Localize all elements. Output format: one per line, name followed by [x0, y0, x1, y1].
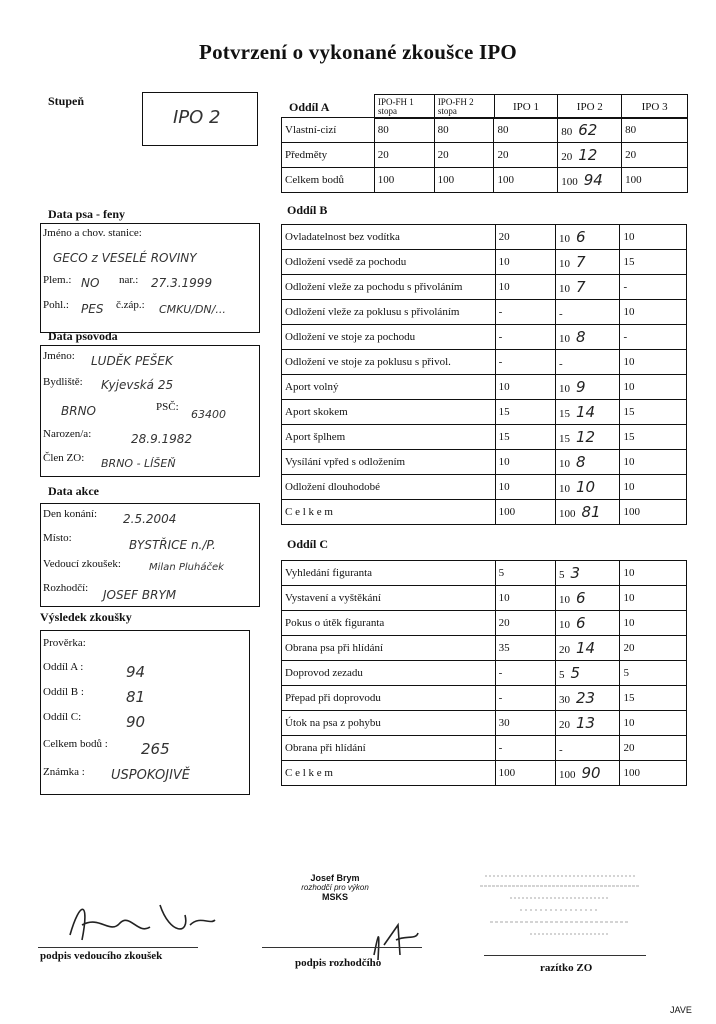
- cell-ipo3: 15: [620, 686, 687, 711]
- cell-ipo3: 20: [622, 143, 688, 168]
- cell-fh1: 80: [374, 118, 434, 143]
- row-label: Obrana při hlídání: [282, 736, 496, 761]
- row-label: Odložení ve stoje za pochodu: [282, 325, 496, 350]
- cell-ipo3: 10: [620, 450, 687, 475]
- table-row: [282, 118, 688, 143]
- data-psovoda-heading: Data psovoda: [48, 329, 118, 343]
- birthdate-label: Narozen/a:: [43, 428, 92, 440]
- cell-ipo3: 10: [620, 350, 687, 375]
- cell-ipo2: 15 12: [556, 425, 620, 450]
- score-handwritten: 14: [576, 639, 596, 657]
- cell-ipo2: 100 94: [558, 168, 622, 193]
- cell-ipo1: -: [495, 350, 555, 375]
- table-row: [282, 736, 687, 761]
- cell-ipo3: 20: [620, 636, 687, 661]
- cell-ipo1: -: [495, 300, 555, 325]
- stamp-line: [484, 955, 646, 956]
- oddil-a-result-label: Oddíl A :: [43, 661, 84, 673]
- row-label: Pokus o útěk figuranta: [282, 611, 496, 636]
- data-psovoda-box: [40, 345, 260, 477]
- cell-ipo2: 10 10: [556, 475, 620, 500]
- score-handwritten: 8: [576, 328, 586, 346]
- table-row: [282, 250, 687, 275]
- score-handwritten: 81: [581, 503, 601, 521]
- table-row: [282, 300, 687, 325]
- data-akce-box: [40, 503, 260, 607]
- score-handwritten: 6: [576, 228, 586, 246]
- row-label: Vlastní-cizí: [282, 118, 375, 143]
- cell-ipo1: 20: [494, 143, 558, 168]
- score-handwritten: 10: [576, 478, 596, 496]
- cell-ipo2: 10 7: [556, 275, 620, 300]
- footer-code: JAVE: [670, 1005, 692, 1015]
- cell-ipo3: 15: [620, 250, 687, 275]
- oddil-b-table: [281, 224, 687, 525]
- cell-ipo1: 5: [495, 561, 555, 586]
- table-row: [282, 636, 687, 661]
- stupen-box: [142, 92, 258, 146]
- judge-signature-label: podpis rozhodčího: [295, 957, 382, 969]
- leader-signature-line: [38, 947, 198, 948]
- oddil-a-result-value: 94: [126, 663, 146, 681]
- table-row: [282, 168, 688, 193]
- breed-value: NO: [81, 276, 100, 290]
- cell-ipo1: 10: [495, 586, 555, 611]
- dog-name-value: GECO z VESELÉ ROVINY: [53, 251, 197, 265]
- oddil-a-heading: Oddíl A: [289, 100, 330, 114]
- cell-ipo3: 15: [620, 425, 687, 450]
- cell-ipo1: 10: [495, 475, 555, 500]
- data-akce-heading: Data akce: [48, 484, 99, 498]
- row-label: Přepad při doprovodu: [282, 686, 496, 711]
- breed-label: Plem.:: [43, 274, 72, 286]
- cell-ipo1: 10: [495, 275, 555, 300]
- cell-ipo3: 100: [620, 761, 687, 786]
- grade-value: USPOKOJIVĚ: [111, 768, 191, 783]
- born-label: nar.:: [119, 274, 139, 286]
- col-fh2: IPO-FH 2 stopa: [434, 95, 494, 119]
- place-label: Místo:: [43, 532, 72, 544]
- cell-ipo2: -: [556, 736, 620, 761]
- table-row: [282, 686, 687, 711]
- score-handwritten: 12: [576, 428, 596, 446]
- table-row: [282, 586, 687, 611]
- score-handwritten: 62: [578, 121, 598, 139]
- row-label: Aport šplhem: [282, 425, 496, 450]
- score-handwritten: 90: [581, 764, 601, 782]
- row-label: C e l k e m: [282, 500, 496, 525]
- vysledek-heading: Výsledek zkoušky: [40, 610, 132, 624]
- club-stamp: [470, 868, 650, 948]
- oddil-b-heading: Oddíl B: [287, 203, 328, 217]
- table-row: [282, 561, 687, 586]
- leader-value: Milan Pluháček: [149, 562, 224, 573]
- cell-fh1: 100: [374, 168, 434, 193]
- cell-ipo3: 10: [620, 561, 687, 586]
- score-handwritten: 9: [576, 378, 586, 396]
- cell-ipo2: 5 5: [556, 661, 620, 686]
- reg-label: č.záp.:: [116, 299, 145, 311]
- cell-ipo2: 10 6: [556, 611, 620, 636]
- cell-fh2: 20: [434, 143, 494, 168]
- cell-ipo1: 80: [494, 118, 558, 143]
- row-label: Vysílání vpřed s odložením: [282, 450, 496, 475]
- score-handwritten: 6: [576, 614, 586, 632]
- psc-label: PSČ:: [156, 401, 179, 413]
- score-handwritten: 23: [576, 689, 596, 707]
- oddil-c-table: [281, 560, 687, 786]
- cell-ipo1: 10: [495, 450, 555, 475]
- row-label: Odložení vleže za pochodu s přivoláním: [282, 275, 496, 300]
- cell-ipo3: 10: [620, 611, 687, 636]
- total-result-value: 265: [141, 740, 170, 758]
- cell-ipo1: 10: [495, 375, 555, 400]
- row-label: C e l k e m: [282, 761, 496, 786]
- handler-name-label: Jméno:: [43, 350, 75, 362]
- cell-fh2: 80: [434, 118, 494, 143]
- row-label: Doprovod zezadu: [282, 661, 496, 686]
- sex-value: PES: [81, 302, 104, 316]
- cell-ipo3: 10: [620, 711, 687, 736]
- cell-ipo1: -: [495, 661, 555, 686]
- handler-name-value: LUDĚK PEŠEK: [91, 354, 173, 368]
- judge-stamp: [290, 873, 380, 902]
- table-row: [282, 500, 687, 525]
- cell-ipo3: 100: [622, 168, 688, 193]
- row-label: Odložení vsedě za pochodu: [282, 250, 496, 275]
- cell-ipo1: 35: [495, 636, 555, 661]
- cell-ipo3: 10: [620, 300, 687, 325]
- stamp-role: rozhodčí pro výkon: [301, 883, 369, 892]
- cell-ipo1: 30: [495, 711, 555, 736]
- row-label: Obrana psa při hlídání: [282, 636, 496, 661]
- stupen-value: IPO 2: [173, 107, 221, 128]
- judge-label: Rozhodčí:: [43, 582, 89, 594]
- cell-ipo1: 100: [495, 761, 555, 786]
- oddil-a-table: [281, 117, 688, 193]
- place-value: BYSTŘICE n./P.: [129, 538, 216, 552]
- cell-ipo1: -: [495, 736, 555, 761]
- data-psa-box: [40, 223, 260, 333]
- cell-ipo1: 15: [495, 425, 555, 450]
- cell-fh1: 20: [374, 143, 434, 168]
- table-row: [282, 350, 687, 375]
- total-result-label: Celkem bodů :: [43, 738, 108, 750]
- cell-ipo2: -: [556, 350, 620, 375]
- table-row: [282, 450, 687, 475]
- cell-ipo2: 10 6: [556, 586, 620, 611]
- cell-ipo2: 10 9: [556, 375, 620, 400]
- row-label: Vystavení a vyštěkání: [282, 586, 496, 611]
- oddil-b-result-value: 81: [126, 688, 146, 706]
- cell-ipo2: 20 13: [556, 711, 620, 736]
- cell-ipo2: 10 8: [556, 450, 620, 475]
- oddil-c-result-label: Oddíl C:: [43, 711, 82, 723]
- oddil-c-heading: Oddíl C: [287, 537, 329, 551]
- col-ipo3: IPO 3: [622, 95, 688, 119]
- judge-signature-line: [262, 947, 422, 948]
- page-title: Potvrzení o vykonané zkoušce IPO: [199, 40, 517, 64]
- table-row: [282, 711, 687, 736]
- oddil-a-header-row: [374, 94, 688, 119]
- cell-ipo2: 10 7: [556, 250, 620, 275]
- cell-ipo2: 100 90: [556, 761, 620, 786]
- score-handwritten: 5: [570, 664, 581, 682]
- cell-ipo2: 15 14: [556, 400, 620, 425]
- score-handwritten: 7: [576, 278, 586, 296]
- row-label: Aport volný: [282, 375, 496, 400]
- cell-ipo2: -: [556, 300, 620, 325]
- row-label: Útok na psa z pohybu: [282, 711, 496, 736]
- row-label: Předměty: [282, 143, 375, 168]
- table-row: [282, 661, 687, 686]
- score-handwritten: 12: [578, 146, 598, 164]
- event-date-label: Den konání:: [43, 508, 98, 520]
- row-label: Ovladatelnost bez vodítka: [282, 225, 496, 250]
- stamp-org: MSKS: [321, 892, 348, 902]
- oddil-c-result-value: 90: [126, 713, 146, 731]
- cell-ipo2: 20 14: [556, 636, 620, 661]
- address-label: Bydliště:: [43, 376, 83, 388]
- grade-label: Známka :: [43, 766, 85, 778]
- cell-fh2: 100: [434, 168, 494, 193]
- cell-ipo3: 10: [620, 475, 687, 500]
- birthdate-value: 28.9.1982: [131, 432, 193, 446]
- judge-value: JOSEF BRYM: [103, 588, 177, 602]
- cell-ipo3: 80: [622, 118, 688, 143]
- cell-ipo1: 20: [495, 225, 555, 250]
- table-row: [282, 325, 687, 350]
- score-handwritten: 8: [576, 453, 586, 471]
- sex-label: Pohl.:: [43, 299, 69, 311]
- cell-ipo1: 20: [495, 611, 555, 636]
- table-row: [282, 475, 687, 500]
- proverka-label: Prověrka:: [43, 637, 86, 649]
- row-label: Celkem bodů: [282, 168, 375, 193]
- leader-signature-label: podpis vedoucího zkoušek: [40, 950, 163, 962]
- event-date-value: 2.5.2004: [123, 512, 177, 526]
- cell-ipo3: 10: [620, 586, 687, 611]
- cell-ipo3: -: [620, 275, 687, 300]
- cell-ipo2: 100 81: [556, 500, 620, 525]
- data-psa-heading: Data psa - feny: [48, 207, 125, 221]
- reg-value: CMKU/DN/...: [159, 303, 226, 316]
- oddil-b-result-label: Oddíl B :: [43, 686, 84, 698]
- score-handwritten: 7: [576, 253, 586, 271]
- table-row: [282, 375, 687, 400]
- cell-ipo2: 5 3: [556, 561, 620, 586]
- vysledek-box: [40, 630, 250, 795]
- address-value: Kyjevská 25: [101, 378, 174, 392]
- cell-ipo1: -: [495, 686, 555, 711]
- cell-ipo1: 10: [495, 250, 555, 275]
- table-row: [282, 225, 687, 250]
- leader-label: Vedoucí zkoušek:: [43, 558, 121, 570]
- table-row: [282, 761, 687, 786]
- cell-ipo2: 30 23: [556, 686, 620, 711]
- cell-ipo1: 100: [495, 500, 555, 525]
- table-row: [282, 425, 687, 450]
- cell-ipo3: 10: [620, 375, 687, 400]
- cell-ipo1: -: [495, 325, 555, 350]
- table-row: [282, 400, 687, 425]
- cell-ipo3: 15: [620, 400, 687, 425]
- score-handwritten: 6: [576, 589, 586, 607]
- stupen-label: Stupeň: [48, 94, 85, 108]
- col-fh1: IPO-FH 1 stopa: [375, 95, 435, 119]
- cell-ipo1: 100: [494, 168, 558, 193]
- table-row: [282, 611, 687, 636]
- member-label: Člen ZO:: [43, 452, 85, 464]
- cell-ipo3: 100: [620, 500, 687, 525]
- table-row: [282, 143, 688, 168]
- cell-ipo2: 10 8: [556, 325, 620, 350]
- cell-ipo2: 20 12: [558, 143, 622, 168]
- row-label: Vyhledání figuranta: [282, 561, 496, 586]
- dog-name-label: Jméno a chov. stanice:: [43, 227, 142, 239]
- score-handwritten: 94: [583, 171, 603, 189]
- col-ipo1: IPO 1: [494, 95, 558, 119]
- born-value: 27.3.1999: [151, 276, 213, 290]
- cell-ipo1: 15: [495, 400, 555, 425]
- member-value: BRNO - LÍŠEŇ: [101, 457, 176, 470]
- row-label: Aport skokem: [282, 400, 496, 425]
- leader-signature: [60, 895, 220, 951]
- cell-ipo3: -: [620, 325, 687, 350]
- city-value: BRNO: [61, 404, 96, 418]
- score-handwritten: 3: [570, 564, 581, 582]
- cell-ipo2: 80 62: [558, 118, 622, 143]
- cell-ipo3: 10: [620, 225, 687, 250]
- stamp-name: Josef Brym: [310, 873, 360, 883]
- psc-value: 63400: [191, 408, 226, 421]
- row-label: Odložení vleže za poklusu s přivoláním: [282, 300, 496, 325]
- score-handwritten: 14: [576, 403, 596, 421]
- stamp-label: razítko ZO: [540, 962, 593, 974]
- row-label: Odložení dlouhodobé: [282, 475, 496, 500]
- cell-ipo2: 10 6: [556, 225, 620, 250]
- score-handwritten: 13: [576, 714, 596, 732]
- col-ipo2: IPO 2: [558, 95, 622, 119]
- table-row: [282, 275, 687, 300]
- cell-ipo3: 5: [620, 661, 687, 686]
- row-label: Odložení ve stoje za poklusu s přivol.: [282, 350, 496, 375]
- cell-ipo3: 20: [620, 736, 687, 761]
